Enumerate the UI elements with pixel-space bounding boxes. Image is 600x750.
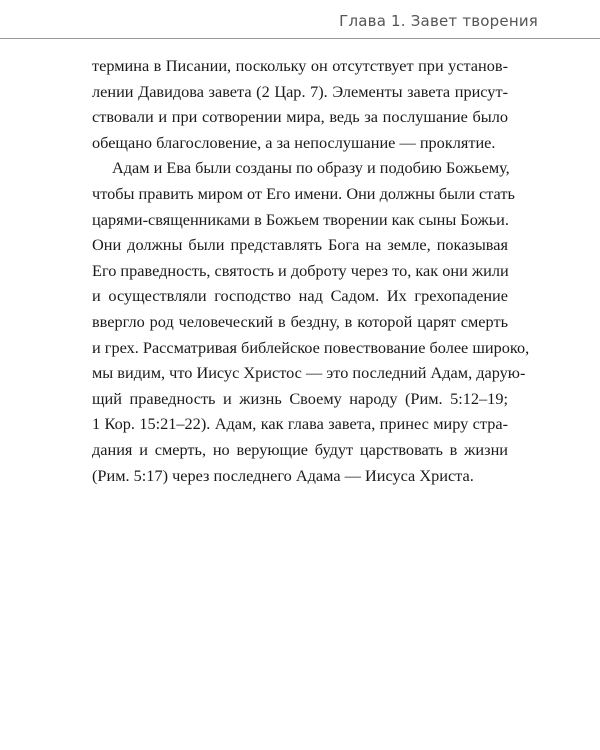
paragraph-1 xyxy=(92,53,508,155)
header-rule xyxy=(0,38,600,39)
body-text xyxy=(92,53,530,488)
running-header: Глава 1. Завет творения xyxy=(339,12,538,30)
text-line: мы видим, что Иисус Христос — это последний Адам, дарую- xyxy=(92,363,526,383)
text-line: ствовали и при сотворении мира, ведь за послушание было xyxy=(92,107,508,127)
text-line: чтобы править миром от Его имени. Они должны были стать xyxy=(92,183,515,203)
text-line: дания и смерть, но верующие будут царствовать в жизни xyxy=(92,439,508,459)
text-line: Адам и Ева были созданы по образу и подобию Божьему, xyxy=(112,158,510,178)
text-line: и осуществляли господство над Садом. Их грехопадение xyxy=(92,286,508,306)
text-line: царями-священниками в Божьем творении как сыны Божьи. xyxy=(92,209,509,229)
text-line: лении Давидова завета (2 Цар. 7). Элементы завета присут- xyxy=(92,81,508,101)
text-line: 1 Кор. 15:21–22). Адам, как глава завета, принес миру стра- xyxy=(92,414,508,434)
text-line: обещано благословение, а за непослушание — проклятие. xyxy=(92,132,496,152)
text-line: ввергло род человеческий в бездну, в которой царят смерть xyxy=(92,311,508,331)
paragraph-2 xyxy=(92,155,530,488)
text-line: (Рим. 5:17) через последнего Адама — Иисуса Христа. xyxy=(92,465,474,485)
text-line: Они должны были представлять Бога на земле, показывая xyxy=(92,235,508,255)
text-line: и грех. Рассматривая библейское повествование более широко, xyxy=(92,337,530,357)
text-line: термина в Писании, поскольку он отсутствует при установ- xyxy=(92,56,508,75)
text-line: Его праведность, святость и доброту через то, как они жили xyxy=(92,260,509,280)
text-line: щий праведность и жизнь Своему народу (Рим. 5:12–19; xyxy=(92,388,508,408)
